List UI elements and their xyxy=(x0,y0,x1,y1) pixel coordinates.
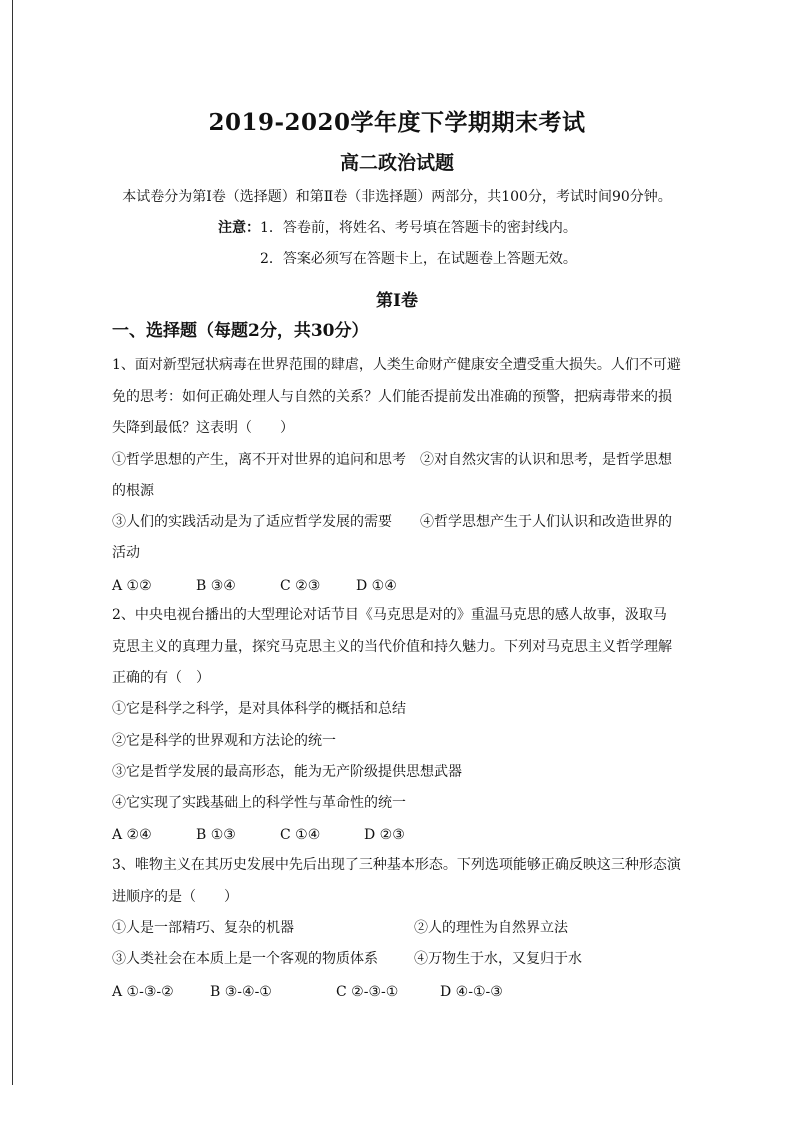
q2-option-a: A ②④ xyxy=(112,827,152,843)
q1-option-d: D ①④ xyxy=(356,578,397,594)
q1-statement-line: 活动 xyxy=(112,545,140,561)
q3-stem-line: 3、唯物主义在其历史发展中先后出现了三种基本形态。下列选项能够正确反映这三种形态演 xyxy=(112,857,681,873)
q3-statement-line: ②人的理性为自然界立法 xyxy=(414,920,568,936)
q3-statement-line: ④万物生于水，又复归于水 xyxy=(414,951,582,967)
q3-option-d: D ④-①-③ xyxy=(440,984,503,1000)
q1-options xyxy=(112,576,397,596)
q3-option-c: C ②-③-① xyxy=(336,984,399,1000)
q3-statement-line: ③人类社会在本质上是一个客观的物质体系 xyxy=(112,951,378,967)
notice-line-1 xyxy=(218,218,577,238)
q1-option-b: B ③④ xyxy=(196,578,236,594)
notice-item-1: 1．答卷前，将姓名、考号填在答题卡的密封线内。 xyxy=(260,220,577,236)
q2-option-b: B ①③ xyxy=(196,827,236,843)
q2-statement-line: ③它是哲学发展的最高形态，能为无产阶级提供思想武器 xyxy=(112,764,462,780)
q3-statement-line: ①人是一部精巧、复杂的机器 xyxy=(112,920,294,936)
q3-options xyxy=(112,982,503,1002)
notice-item-2: 2．答案必须写在答题卡上，在试题卷上答题无效。 xyxy=(260,251,577,267)
exam-title: 2019-2020学年度下学期期末考试 xyxy=(208,109,586,136)
q1-stem-line: 1、面对新型冠状病毒在世界范围的肆虐，人类生命财产健康安全遭受重大损失。人们不可避 xyxy=(112,357,681,373)
q3-stem-line: 进顺序的是（ ） xyxy=(112,889,238,905)
q2-stem-line: 正确的有（ ） xyxy=(112,670,210,686)
section-heading: 一、选择题（每题2分，共30分） xyxy=(112,321,369,341)
q1-stem-line: 免的思考：如何正确处理人与自然的关系？人们能否提前发出准确的预警，把病毒带来的损 xyxy=(112,389,672,405)
q2-option-d: D ②③ xyxy=(364,827,405,843)
q2-statement-line: ④它实现了实践基础上的科学性与革命性的统一 xyxy=(112,795,406,811)
exam-description: 本试卷分为第Ⅰ卷（选择题）和第Ⅱ卷（非选择题）两部分，共100分，考试时间90分钟。 xyxy=(122,189,672,205)
q1-statement-line: 的根源 xyxy=(112,483,154,499)
notice-label: 注意： xyxy=(218,220,260,236)
q2-stem-line: 2、中央电视台播出的大型理论对话节目《马克思是对的》重温马克思的感人故事，汲取马 xyxy=(112,607,667,623)
q1-option-a: A ①② xyxy=(112,578,152,594)
q1-statement-line: ①哲学思想的产生，离不开对世界的追问和思考 ②对自然灾害的认识和思考，是哲学思想 xyxy=(112,452,672,468)
part-label: 第Ⅰ卷 xyxy=(376,291,418,311)
q2-statement-line: ①它是科学之科学，是对具体科学的概括和总结 xyxy=(112,701,406,717)
q2-options xyxy=(112,825,405,845)
q2-stem-line: 克思主义的真理力量，探究马克思主义的当代价值和持久魅力。下列对马克思主义哲学理解 xyxy=(112,639,672,655)
exam-subtitle: 高二政治试题 xyxy=(339,152,454,174)
q3-option-a: A ①-③-② xyxy=(112,984,174,1000)
q2-option-c: C ①④ xyxy=(280,827,321,843)
q3-option-b: B ③-④-① xyxy=(210,984,272,1000)
q1-stem-line: 失降到最低？这表明（ ） xyxy=(112,420,294,436)
q1-option-c: C ②③ xyxy=(280,578,321,594)
q1-statement-line: ③人们的实践活动是为了适应哲学发展的需要 ④哲学思想产生于人们认识和改造世界的 xyxy=(112,514,672,530)
q2-statement-line: ②它是科学的世界观和方法论的统一 xyxy=(112,733,336,749)
